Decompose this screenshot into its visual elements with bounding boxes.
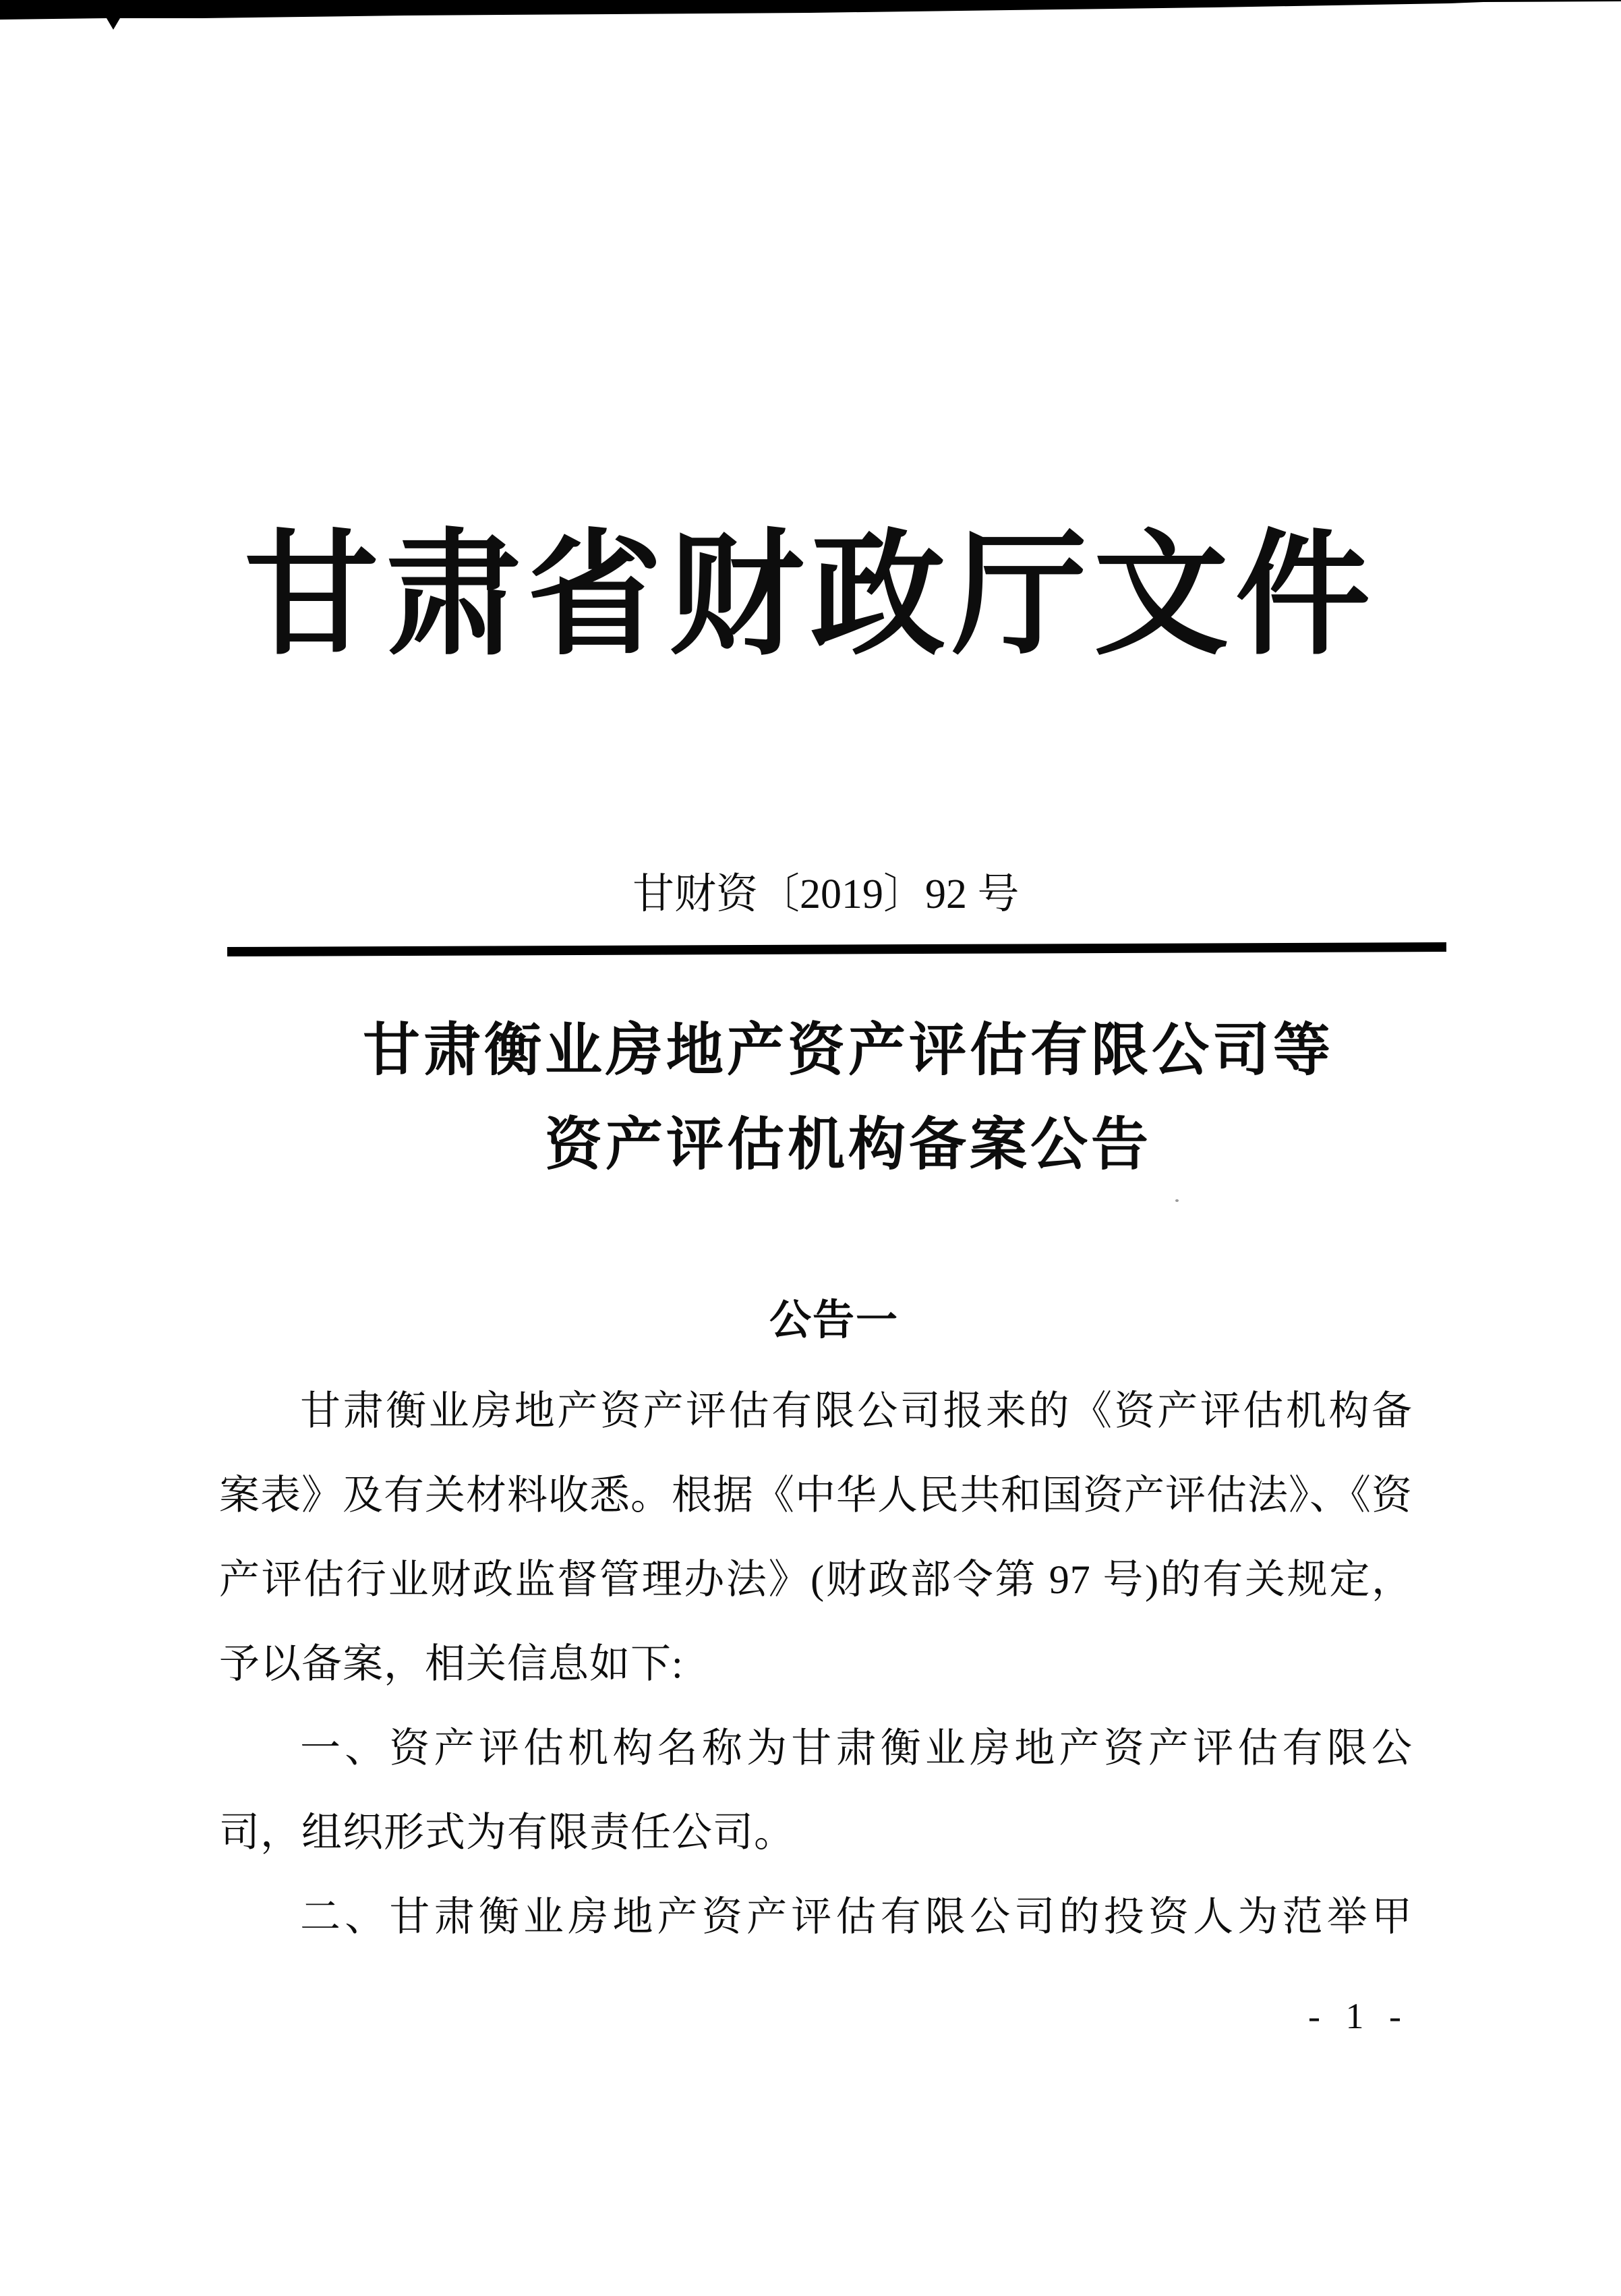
body-line: 二、甘肃衡业房地产资产评估有限公司的投资人为范举甲 [300, 1895, 1413, 1939]
body-paragraphs [219, 1369, 1413, 1959]
section-heading-announcement-1: 公告一 [769, 1298, 899, 1344]
document-title-line-1: 甘肃衡业房地产资产评估有限公司等 [362, 1018, 1334, 1083]
body-line: 予以备案，相关信息如下: [219, 1642, 684, 1686]
document-title-line-2: 资产评估机构备案公告 [544, 1113, 1152, 1177]
letterhead-title: 甘肃省财政厅文件 [243, 522, 1377, 671]
page-number: - 1 - [1308, 1996, 1403, 2036]
body-line: 案表》及有关材料收悉。根据《中华人民共和国资产评估法》、《资 [219, 1473, 1413, 1518]
scan-speck [1175, 1199, 1179, 1202]
body-line: 产评估行业财政监督管理办法》(财政部令第 97 号)的有关规定， [219, 1557, 1413, 1602]
scan-artifact-top-band [0, 0, 1621, 31]
body-line: 司，组织形式为有限责任公司。 [219, 1810, 795, 1855]
document-number: 甘财资〔2019〕92 号 [632, 871, 1020, 917]
body-line: 一、资产评估机构名称为甘肃衡业房地产资产评估有限公 [300, 1726, 1413, 1771]
separator-rule [227, 942, 1446, 956]
body-line: 甘肃衡业房地产资产评估有限公司报来的《资产评估机构备 [300, 1389, 1413, 1433]
